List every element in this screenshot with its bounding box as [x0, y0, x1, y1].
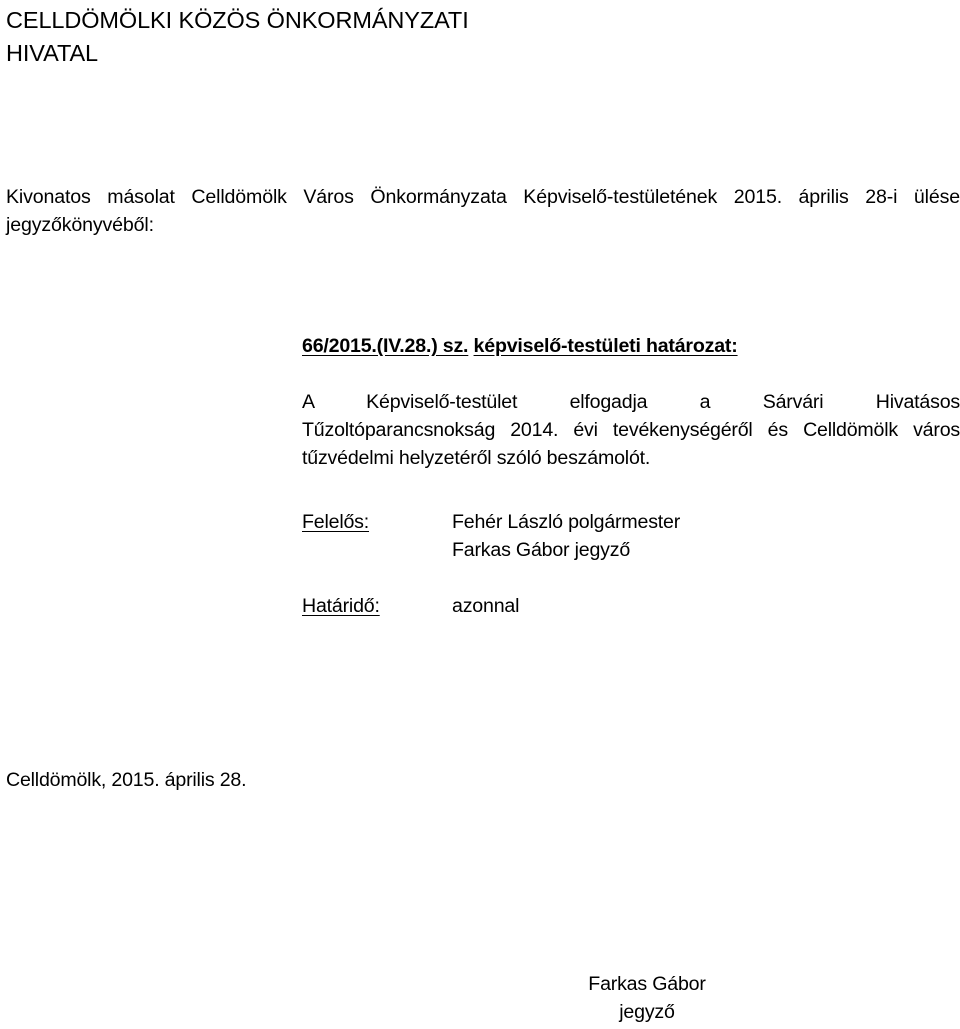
- office-header-line-1: CELLDÖMÖLKI KÖZÖS ÖNKORMÁNYZATI: [6, 7, 469, 33]
- office-header-line-2: HIVATAL: [6, 40, 99, 66]
- signature-block: [562, 970, 732, 1026]
- resolution-number: 66/2015.(IV.28.) sz.: [302, 335, 469, 357]
- resolution-text: [302, 388, 960, 472]
- responsible-label: Felelős:: [302, 511, 370, 533]
- extract-intro-line-1: Kivonatos másolat Celldömölk Város Önkormányzata Képviselő-testületének 2015. április 28-i ülése: [6, 186, 960, 208]
- resolution-text-line-2: Tűzoltóparancsnokság 2014. évi tevékenységéről és Celldömölk város: [302, 419, 960, 441]
- responsible-value-1: Fehér László polgármester: [452, 511, 681, 533]
- signatory-name: Farkas Gábor: [588, 973, 706, 995]
- signatory-title: jegyző: [619, 1001, 675, 1023]
- resolution-text-line-3: tűzvédelmi helyzetéről szóló beszámolót.: [302, 447, 651, 469]
- resolution-heading: [302, 332, 738, 360]
- deadline-label: Határidő:: [302, 595, 380, 617]
- resolution-title: képviselő-testületi határozat:: [473, 335, 738, 357]
- deadline-value: azonnal: [452, 595, 520, 617]
- responsible-value-2: Farkas Gábor jegyző: [452, 539, 631, 561]
- office-header: [6, 4, 469, 70]
- resolution-text-line-1: A Képviselő-testület elfogadja a Sárvári Hivatásos: [302, 391, 960, 413]
- extract-intro: [6, 183, 960, 239]
- extract-intro-line-2: jegyzőkönyvéből:: [6, 214, 154, 236]
- place-and-date: Celldömölk, 2015. április 28.: [6, 769, 247, 791]
